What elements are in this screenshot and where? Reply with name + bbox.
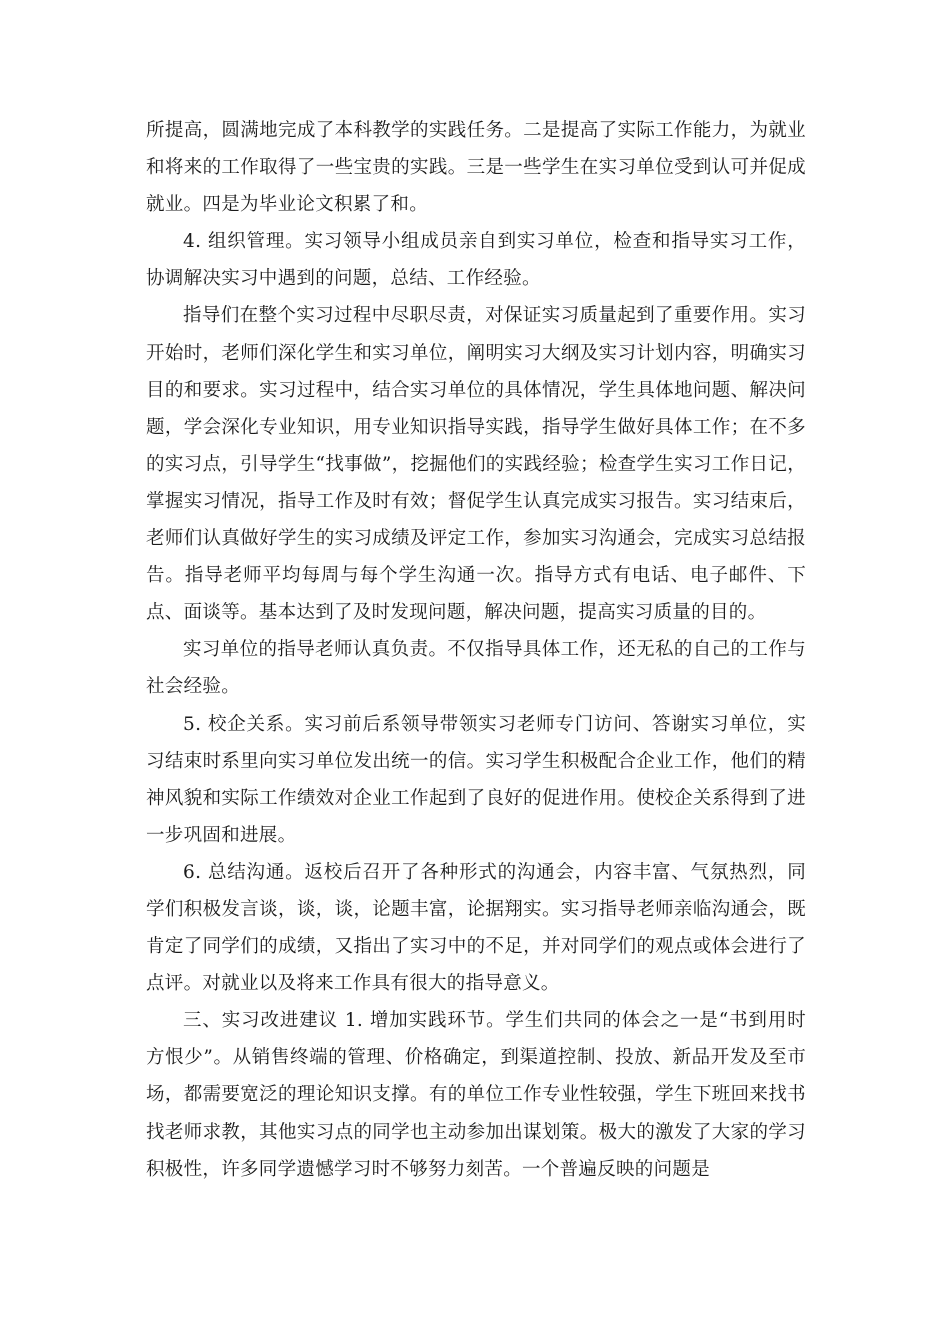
paragraph-1: 所提高，圆满地完成了本科教学的实践任务。二是提高了实际工作能力，为就业和将来的工作取得了一些宝贵的实践。三是一些学生在实习单位受到认可并促成就业。四是为毕业论文积累了和。 [146, 120, 806, 216]
paragraph-6: 6. 总结沟通。返校后召开了各种形式的沟通会，内容丰富、气氛热烈，同学们积极发言谈，谈，谈，论题丰富，论据翔实。实习指导老师亲临沟通会，既肯定了同学们的成绩，又指出了实习中的不足，并对同学们的观点或体会进行了点评。对就业以及将来工作具有很大的指导意义。 [146, 861, 806, 995]
paragraph-3: 指导们在整个实习过程中尽职尽责，对保证实习质量起到了重要作用。实习开始时，老师们深化学生和实习单位，阐明实习大纲及实习计划内容，明确实习目的和要求。实习过程中，结合实习单位的具体情况，学生具体地问题、解决问题，学会深化专业知识，用专业知识指导实践，指导学生做好具体工作；在不多的实习点，引导学生“找事做”，挖掘他们的实践经验；检查学生实习工作日记，掌握实习情况，指导工作及时有效；督促学生认真完成实习报告。实习结束后，老师们认真做好学生的实习成绩及评定工作，参加实习沟通会，完成实习总结报告。指导老师平均每周与每个学生沟通一次。指导方式有电话、电子邮件、下点、面谈等。基本达到了及时发现问题，解决问题，提高实习质量的目的。 [146, 305, 806, 624]
paragraph-7: 三、实习改进建议 1. 增加实践环节。学生们共同的体会之一是“书到用时方恨少”。从销售终端的管理、价格确定，到渠道控制、投放、新品开发及至市场，都需要宽泛的理论知识支撑。有的单位工作专业性较强，学生下班回来找书找老师求教，其他实习点的同学也主动参加出谋划策。极大的激发了大家的学习积极性，许多同学遗憾学习时不够努力刻苦。一个普遍反映的问题是 [146, 1010, 806, 1180]
paragraph-5: 5. 校企关系。实习前后系领导带领实习老师专门访问、答谢实习单位，实习结束时系里向实习单位发出统一的信。实习学生积极配合企业工作，他们的精神风貌和实际工作绩效对企业工作起到了良好的促进作用。使校企关系得到了进一步巩固和进展。 [146, 713, 806, 846]
paragraph-2: 4. 组织管理。实习领导小组成员亲自到实习单位，检查和指导实习工作，协调解决实习中遇到的问题，总结、工作经验。 [146, 231, 806, 290]
document-body [146, 112, 806, 1188]
paragraph-4: 实习单位的指导老师认真负责。不仅指导具体工作，还无私的自己的工作与社会经验。 [146, 639, 806, 698]
